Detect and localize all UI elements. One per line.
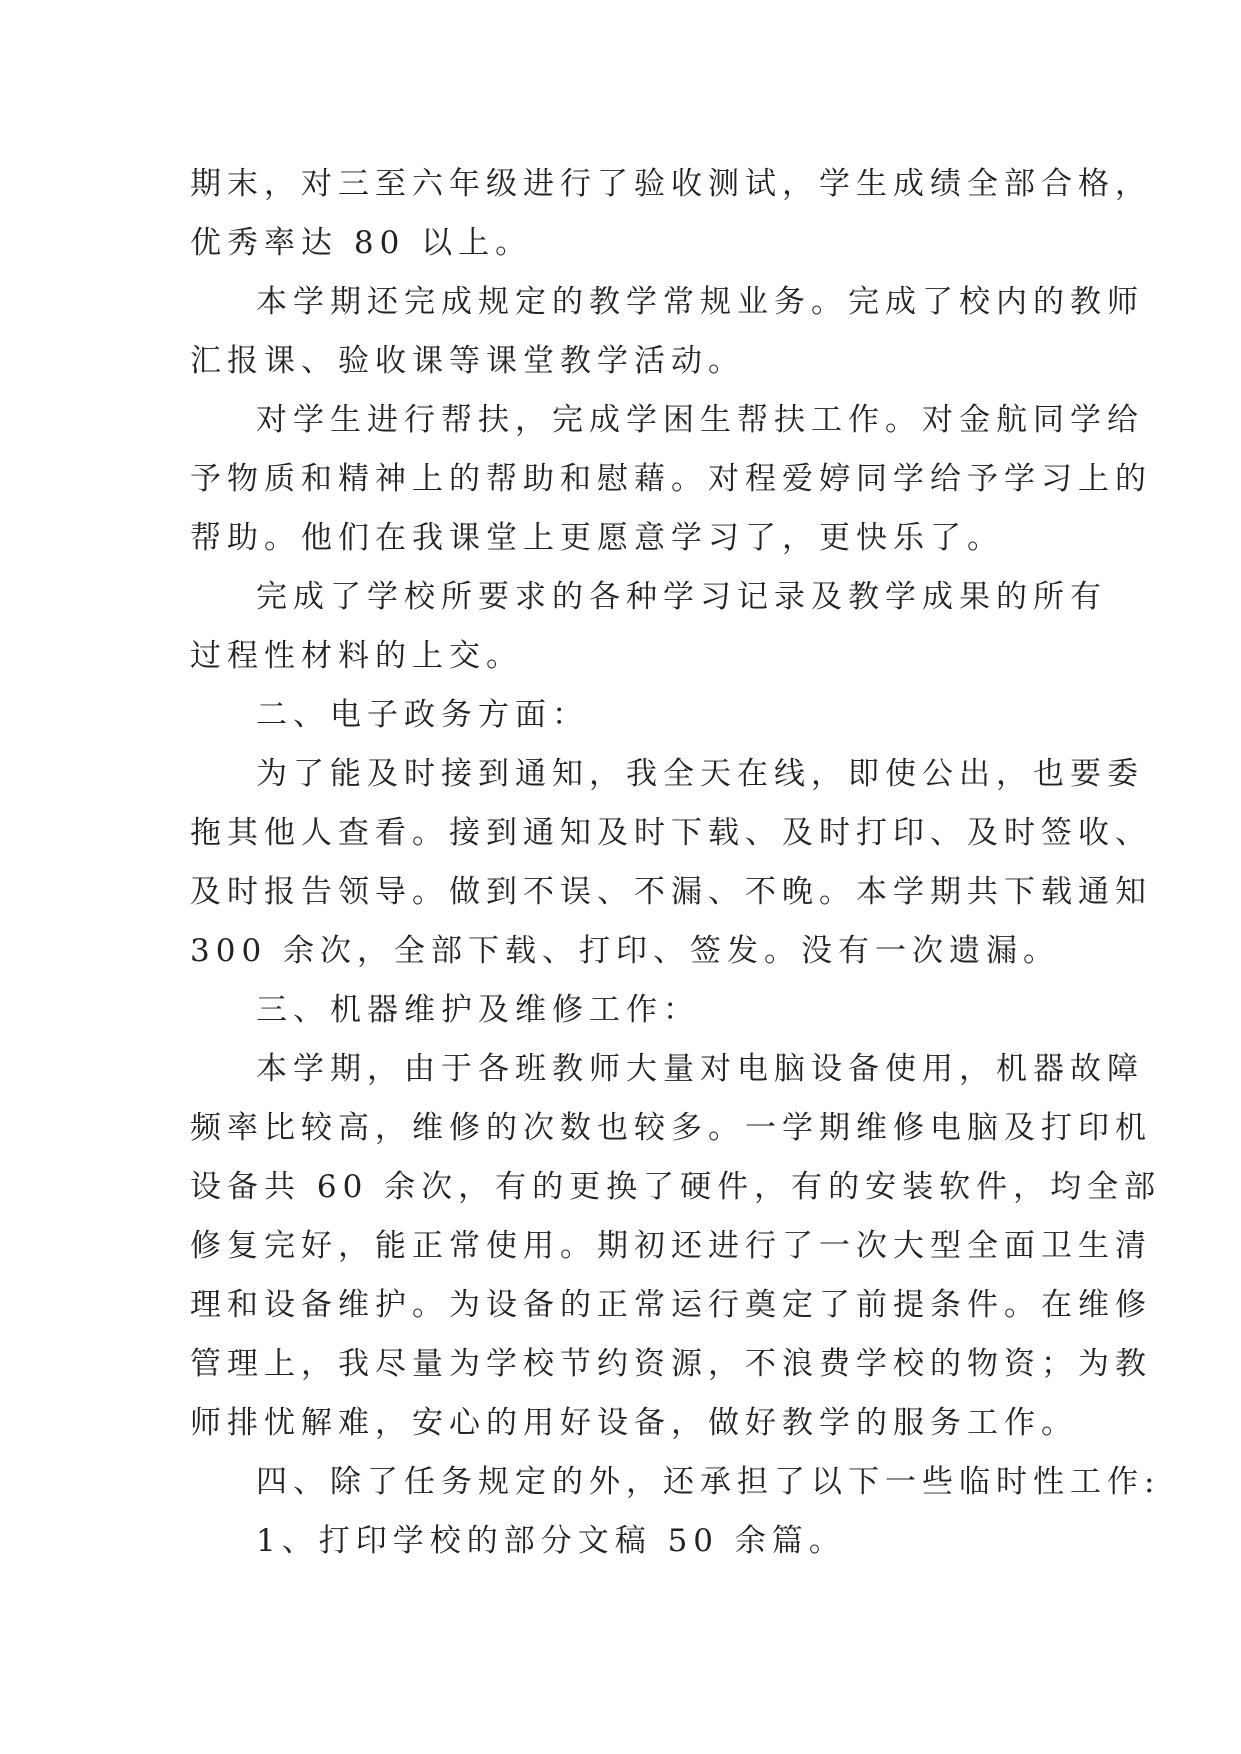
text-line: 管理上，我尽量为学校节约资源，不浪费学校的物资；为教 [190,1346,1152,1382]
paragraph-start: 本学期，由于各班教师大量对电脑设备使用，机器故障 [256,1051,1144,1087]
text-line: 拖其他人查看。接到通知及时下载、及时打印、及时签收、 [190,815,1152,851]
text-line: 理和设备维护。为设备的正常运行奠定了前提条件。在维修 [190,1287,1152,1323]
paragraph-start: 为了能及时接到通知，我全天在线，即使公出，也要委 [256,756,1144,792]
text-line: 修复完好，能正常使用。期初还进行了一次大型全面卫生清 [190,1228,1152,1264]
document-body [190,155,1162,1571]
text-line: 优秀率达 80 以上。 [190,225,533,261]
list-item: 1、打印学校的部分文稿 50 余篇。 [256,1523,846,1559]
text-line: 设备共 60 余次，有的更换了硬件，有的安装软件，均全部 [190,1169,1162,1205]
text-line: 帮助。他们在我课堂上更愿意学习了，更快乐了。 [190,520,1004,556]
text-line: 予物质和精神上的帮助和慰藉。对程爱婷同学给予学习上的 [190,461,1152,497]
text-line: 及时报告领导。做到不误、不漏、不晚。本学期共下载通知 [190,874,1152,910]
section-heading: 二、电子政务方面： [256,697,589,733]
paragraph-start: 本学期还完成规定的教学常规业务。完成了校内的教师 [256,284,1144,320]
paragraph-start: 对学生进行帮扶，完成学困生帮扶工作。对金航同学给 [256,402,1144,438]
text-line: 300 余次，全部下载、打印、签发。没有一次遗漏。 [190,933,1061,969]
text-line: 频率比较高，维修的次数也较多。一学期维修电脑及打印机 [190,1110,1152,1146]
text-line: 过程性材料的上交。 [190,638,523,674]
text-line: 师排忧解难，安心的用好设备，做好教学的服务工作。 [190,1405,1078,1441]
section-heading: 四、除了任务规定的外，还承担了以下一些临时性工作: [256,1464,1161,1500]
section-heading: 三、机器维护及维修工作： [256,992,700,1028]
paragraph-start: 完成了学校所要求的各种学习记录及教学成果的所有 [256,579,1107,615]
text-line: 汇报课、验收课等课堂教学活动。 [190,343,745,379]
text-line: 期末，对三至六年级进行了验收测试，学生成绩全部合格， [190,166,1152,202]
